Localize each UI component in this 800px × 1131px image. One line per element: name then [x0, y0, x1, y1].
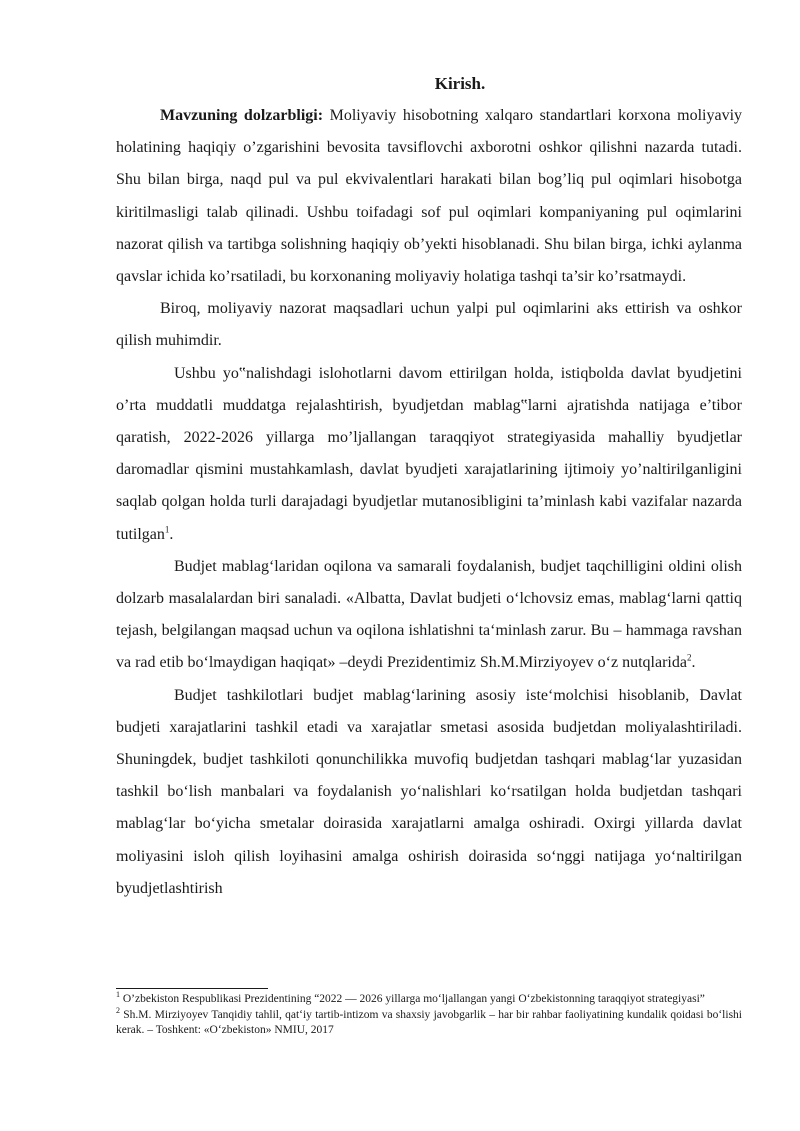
paragraph-4-text: Budjet mablag‘laridan oqilona va samarali foydalanish, budjet taqchilligini oldini olish dolzarb masalalardan biri sanaladi. «Albatta, Davlat budjeti o‘lchovsiz emas, mablag‘larni qattiq tejash, belgilangan maqsad uchun va oqilona ishlatishni ta‘minlash zarur. Bu – hammaga ravshan va rad etib bo‘lmaydigan haqiqat» –deydi Prezidentimiz Sh.M.Mirziyoyev o‘z nutqlarida [116, 557, 742, 672]
paragraph-3-end: . [169, 525, 174, 543]
paragraph-4-end: . [691, 654, 696, 672]
paragraph-5: Budjet tashkilotlari budjet mablag‘larining asosiy iste‘molchisi hisoblanib, Davlat budjeti xarajatlarini tashkil etadi va xarajatlar smetasi asosida budjetdan moliyalashtiriladi. Shuningdek, budjet tashkiloti qonunchilikka muvofiq budjetdan tashqari mablag‘lar yuzasidan tashkil bo‘lish manbalari va foydalanish yo‘nalishlari ko‘rsatilgan holda budjetdan tashqari mablag‘lar bo‘yicha smetalar doirasida xarajatlarni amalga oshiradi. Oxirgi yillarda davlat moliyasini isloh qilish loyihasini amalga oshirish doirasida so‘nggi natijaga yo‘naltirilgan byudjetlashtirish [116, 686, 742, 897]
footnote-ref-1[interactable]: 1 [164, 524, 170, 535]
footnote-ref-2[interactable]: 2 [686, 653, 692, 664]
footnote-1-text: O’zbekiston Respublikasi Prezidentining “2022 — 2026 yillarga mo‘ljallangan yangi O‘zbekistonning taraqqiyot strategiyasi” [120, 993, 705, 1005]
footnote-1 [116, 992, 742, 1008]
paragraph-3-text: Ushbu yo‟nalishdagi islohotlarni davom ettirilgan holda, istiqbolda davlat byudjetini o’rta muddatli muddatga rejalashtirish, byudjetdan mablag‟larni ajratishda natijaga e’tibor qaratish, 2022-2026 yillarga mo’ljallangan taraqqiyot strategiyasida mahalliy byudjetlar daromadlar qismini mustahkamlash, davlat byudjeti xarajatlarining ijtimoiy yo’naltirilganligini saqlab qolgan holda turli darajadagi byudjetlar mutanosibligini ta’minlash kabi vazifalar nazarda tutilgan [116, 364, 742, 543]
relevance-heading: Mavzuning dolzarbligi: [160, 107, 324, 124]
footnote-2-text: Sh.M. Mirziyoyev Tanqidiy tahlil, qat‘iy tartib-intizom va shaxsiy javobgarlik – har bir rahbar faoliyatining kundalik qoidasi bo‘lishi kerak. – Toshkent: «O‘zbekiston» NMIU, 2017 [116, 1008, 742, 1036]
footnote-2-number: 2 [116, 1005, 120, 1015]
footnote-1-number: 1 [116, 990, 120, 1000]
relevance-text: Moliyaviy hisobotning xalqaro standartlari korxona moliyaviy holatining haqiqiy o’zgarishini bevosita tavsiflovchi axborotni oshkor qilishni nazarda tutadi. Shu bilan birga, naqd pul va pul ekvivalentlari harakati bilan bog’liq pul oqimlari hisobotga kiritilmasligi talab qilinadi. Ushbu toifadagi sof pul oqimlari kompaniyaning pul oqimlarini nazorat qilish va tartibga solishning haqiqiy ob’yekti hisoblanadi. Shu bilan birga, ichki aylanma qavslar ichida ko’rsatiladi, bu korxonaning moliyaviy holatiga tashqi ta’sir ko’rsatmaydi. [116, 107, 743, 286]
page-title: Kirish. [434, 74, 486, 93]
main-text [116, 100, 742, 905]
paragraph-4 [116, 551, 742, 680]
paragraph-relevance [116, 100, 742, 293]
footnote-2 [116, 1005, 742, 1039]
footnotes [116, 992, 742, 1039]
footnote-divider [116, 988, 268, 989]
paragraph-3 [116, 358, 742, 551]
paragraph-2: Biroq, moliyaviy nazorat maqsadlari uchun yalpi pul oqimlarini aks ettirish va oshkor qilish muhimdir. [116, 300, 742, 350]
